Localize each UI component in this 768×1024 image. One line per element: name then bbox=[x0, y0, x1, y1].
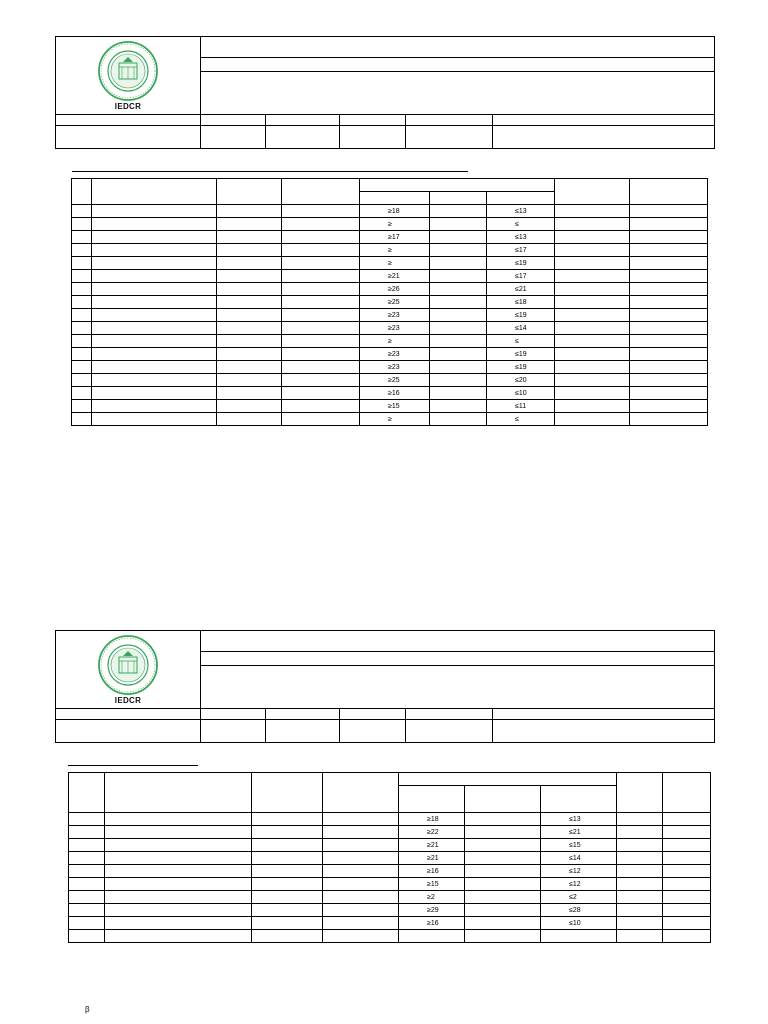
document-header-1 bbox=[55, 36, 715, 149]
susceptible-breakpoint: ≥ bbox=[360, 335, 430, 348]
header-title-cell bbox=[201, 37, 715, 58]
table-row bbox=[72, 374, 708, 387]
interpretive-criteria-header bbox=[360, 179, 555, 192]
susceptible-breakpoint: ≥ bbox=[360, 244, 430, 257]
resistant-breakpoint: ≤ bbox=[487, 218, 555, 231]
table-row bbox=[69, 839, 711, 852]
logo-label: IEDCR bbox=[114, 696, 142, 705]
resistant-breakpoint: ≤ bbox=[487, 413, 555, 426]
resistant-breakpoint: ≤13 bbox=[487, 231, 555, 244]
table-row bbox=[72, 296, 708, 309]
section-rule-1 bbox=[72, 171, 468, 172]
footer-mark: β bbox=[85, 1005, 90, 1014]
meta-value-cell bbox=[56, 720, 201, 743]
table-row bbox=[69, 826, 711, 839]
susceptible-breakpoint: ≥ bbox=[360, 257, 430, 270]
logo-cell bbox=[56, 37, 201, 115]
resistant-breakpoint: ≤19 bbox=[487, 348, 555, 361]
susceptible-breakpoint: ≥16 bbox=[399, 917, 465, 930]
header-subtitle-cell bbox=[201, 652, 715, 666]
table-row bbox=[72, 270, 708, 283]
resistant-breakpoint: ≤15 bbox=[541, 839, 617, 852]
table-row bbox=[72, 413, 708, 426]
table-row bbox=[69, 917, 711, 930]
table-row bbox=[69, 930, 711, 943]
table-row bbox=[72, 361, 708, 374]
table-row bbox=[72, 283, 708, 296]
susceptible-breakpoint: ≥29 bbox=[399, 904, 465, 917]
resistant-breakpoint: ≤21 bbox=[541, 826, 617, 839]
susceptible-breakpoint: ≥17 bbox=[360, 231, 430, 244]
resistant-breakpoint: ≤13 bbox=[487, 205, 555, 218]
susceptible-breakpoint: ≥22 bbox=[399, 826, 465, 839]
susceptible-breakpoint: ≥16 bbox=[399, 865, 465, 878]
meta-label-cell bbox=[56, 709, 201, 720]
susceptible-breakpoint: ≥25 bbox=[360, 374, 430, 387]
meta-value-cell bbox=[56, 126, 201, 149]
zone-table-1 bbox=[71, 178, 708, 426]
table-row bbox=[72, 205, 708, 218]
table-row bbox=[72, 257, 708, 270]
resistant-breakpoint: ≤12 bbox=[541, 865, 617, 878]
header-subtitle-cell bbox=[201, 58, 715, 72]
table-row bbox=[69, 878, 711, 891]
resistant-breakpoint: ≤20 bbox=[487, 374, 555, 387]
susceptible-breakpoint: ≥23 bbox=[360, 361, 430, 374]
resistant-breakpoint: ≤28 bbox=[541, 904, 617, 917]
resistant-breakpoint: ≤19 bbox=[487, 257, 555, 270]
susceptible-breakpoint: ≥23 bbox=[360, 309, 430, 322]
table-row bbox=[72, 309, 708, 322]
resistant-breakpoint: ≤19 bbox=[487, 309, 555, 322]
table-row bbox=[72, 400, 708, 413]
header-info-cell bbox=[201, 666, 715, 709]
resistant-breakpoint: ≤10 bbox=[487, 387, 555, 400]
header-title-cell bbox=[201, 631, 715, 652]
resistant-breakpoint: ≤14 bbox=[541, 852, 617, 865]
resistant-breakpoint: ≤ bbox=[487, 335, 555, 348]
susceptible-breakpoint: ≥ bbox=[360, 413, 430, 426]
header-info-cell bbox=[201, 72, 715, 115]
susceptible-breakpoint: ≥ bbox=[360, 218, 430, 231]
resistant-breakpoint: ≤17 bbox=[487, 270, 555, 283]
table-row bbox=[72, 231, 708, 244]
susceptible-breakpoint: ≥16 bbox=[360, 387, 430, 400]
resistant-breakpoint: ≤14 bbox=[487, 322, 555, 335]
susceptible-breakpoint: ≥18 bbox=[360, 205, 430, 218]
table-row bbox=[72, 218, 708, 231]
zone-table-2 bbox=[68, 772, 711, 943]
susceptible-breakpoint: ≥21 bbox=[399, 839, 465, 852]
table-row bbox=[69, 865, 711, 878]
resistant-breakpoint: ≤12 bbox=[541, 878, 617, 891]
susceptible-breakpoint: ≥21 bbox=[399, 852, 465, 865]
document-header-2 bbox=[55, 630, 715, 743]
susceptible-breakpoint: ≥25 bbox=[360, 296, 430, 309]
resistant-breakpoint: ≤21 bbox=[487, 283, 555, 296]
logo-label: IEDCR bbox=[114, 102, 142, 111]
resistant-breakpoint: ≤10 bbox=[541, 917, 617, 930]
table-row bbox=[72, 322, 708, 335]
meta-label-cell bbox=[56, 115, 201, 126]
table-row bbox=[72, 348, 708, 361]
logo-cell bbox=[56, 631, 201, 709]
susceptible-breakpoint: ≥26 bbox=[360, 283, 430, 296]
table-row bbox=[69, 852, 711, 865]
resistant-breakpoint: ≤11 bbox=[487, 400, 555, 413]
resistant-breakpoint: ≤18 bbox=[487, 296, 555, 309]
table-row bbox=[69, 904, 711, 917]
iedcr-seal-icon bbox=[97, 634, 159, 696]
resistant-breakpoint: ≤17 bbox=[487, 244, 555, 257]
resistant-breakpoint: ≤19 bbox=[487, 361, 555, 374]
table-row bbox=[72, 387, 708, 400]
resistant-breakpoint: ≤2 bbox=[541, 891, 617, 904]
susceptible-breakpoint: ≥21 bbox=[360, 270, 430, 283]
susceptible-breakpoint: ≥15 bbox=[360, 400, 430, 413]
susceptible-breakpoint bbox=[399, 930, 465, 943]
table-row bbox=[69, 813, 711, 826]
table-row bbox=[72, 244, 708, 257]
resistant-breakpoint bbox=[541, 930, 617, 943]
susceptible-breakpoint: ≥2 bbox=[399, 891, 465, 904]
susceptible-breakpoint: ≥18 bbox=[399, 813, 465, 826]
susceptible-breakpoint: ≥15 bbox=[399, 878, 465, 891]
table-row bbox=[72, 335, 708, 348]
table-row bbox=[69, 891, 711, 904]
iedcr-seal-icon bbox=[97, 40, 159, 102]
susceptible-breakpoint: ≥23 bbox=[360, 322, 430, 335]
section-rule-2 bbox=[68, 765, 198, 766]
interpretive-criteria-header bbox=[399, 773, 617, 786]
resistant-breakpoint: ≤13 bbox=[541, 813, 617, 826]
susceptible-breakpoint: ≥23 bbox=[360, 348, 430, 361]
